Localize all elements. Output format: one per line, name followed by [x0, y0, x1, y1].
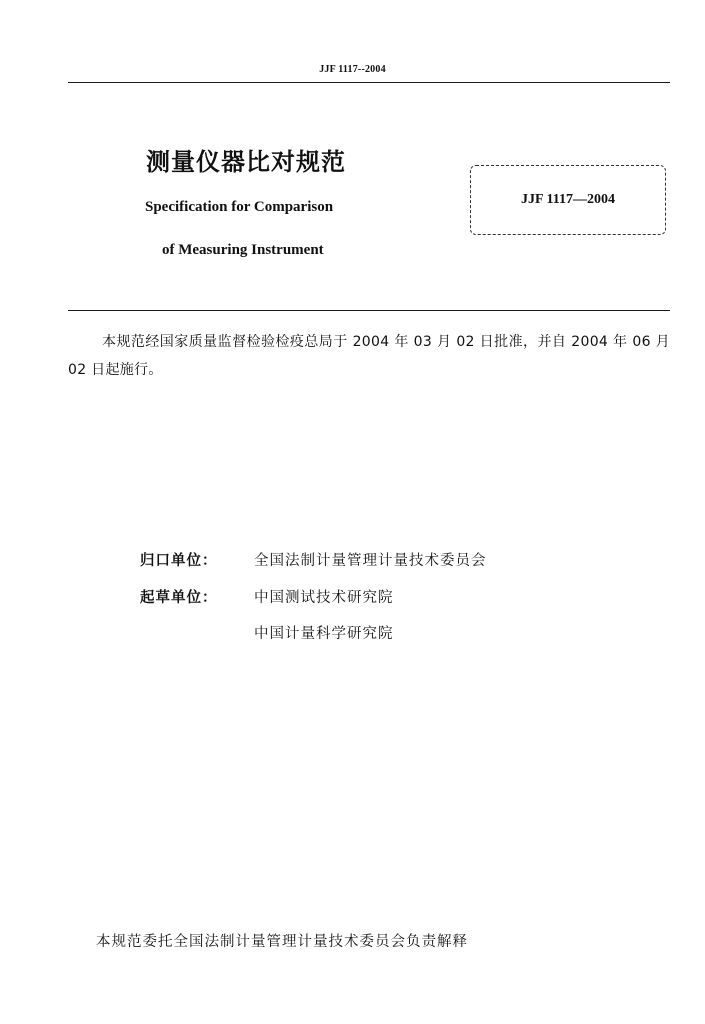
title-english-line2: of Measuring Instrument: [162, 242, 324, 258]
header-rule: [68, 82, 670, 83]
drafting-unit-label: 起草单位：: [140, 590, 218, 606]
drafting-unit-value-2: 中国计量科学研究院: [254, 626, 394, 642]
running-header-code: JJF 1117--2004: [319, 64, 386, 75]
approval-statement: 本规范经国家质量监督检验检疫总局于 2004 年 03 月 02 日批准，并自 2004 年 06 月 02 日起施行。: [68, 334, 670, 378]
responsible-unit-label: 归口单位：: [140, 553, 218, 569]
section-rule: [68, 310, 670, 311]
title-chinese: 测量仪器比对规范: [146, 148, 346, 176]
standard-code-box: [470, 165, 666, 235]
title-english-line1: Specification for Comparison: [145, 199, 334, 215]
interpretation-note: 本规范委托全国法制计量管理计量技术委员会负责解释: [96, 934, 468, 950]
responsible-unit-value: 全国法制计量管理计量技术委员会: [254, 553, 487, 569]
standard-code: JJF 1117—2004: [521, 192, 615, 207]
drafting-unit-value-1: 中国测试技术研究院: [254, 590, 394, 606]
